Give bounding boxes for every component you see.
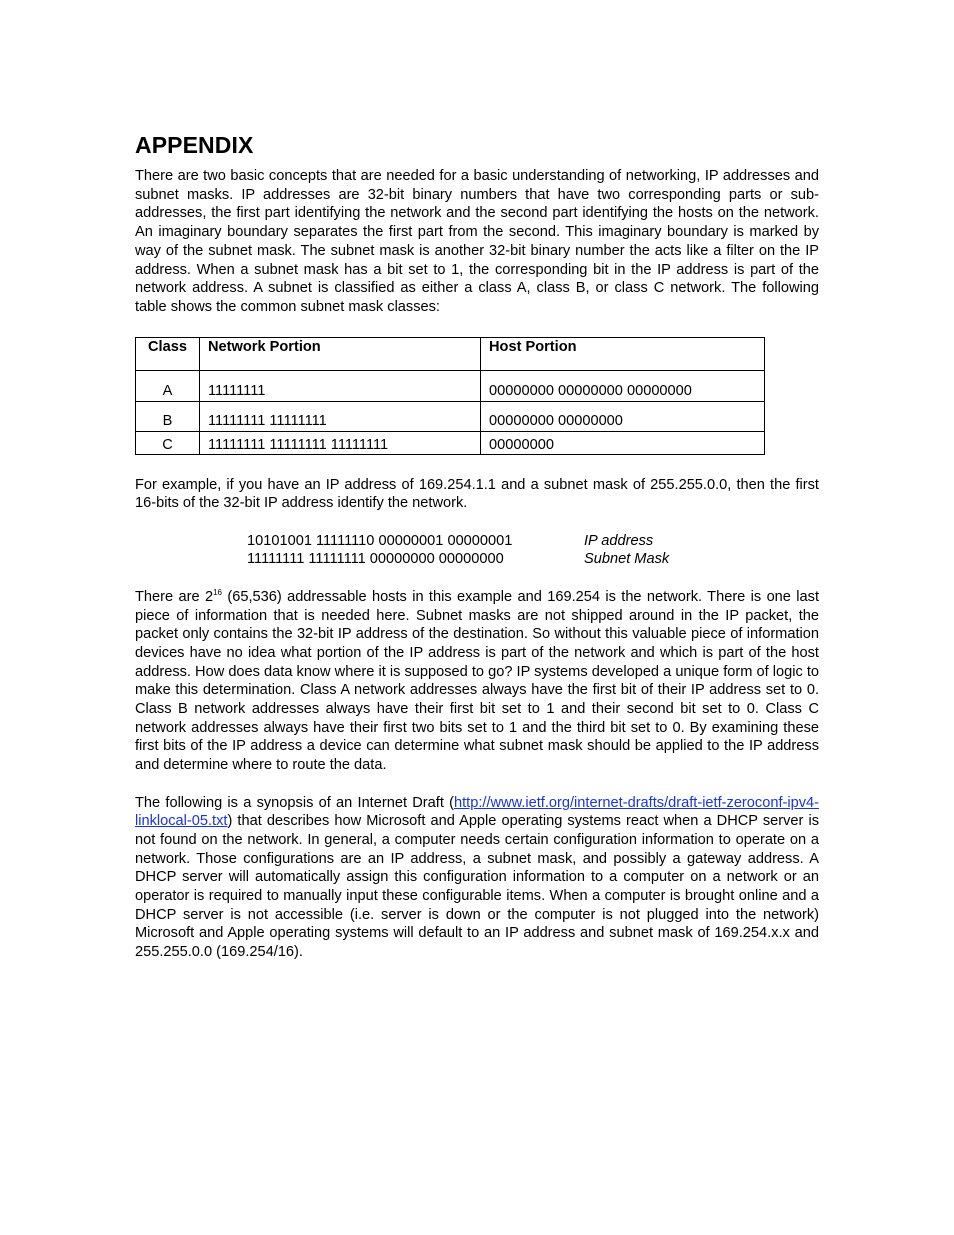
ip-address-bits: 10101001 11111110 00000001 00000001 [247,533,513,550]
page-title: APPENDIX [135,132,254,158]
ip-address-label: IP address [584,533,654,550]
cell-host-portion: 00000000 00000000 [481,401,765,431]
draft-intro: The following is a synopsis of an Internet Draft ( [135,794,454,811]
header-network-portion: Network Portion [200,337,481,370]
subnet-mask-label: Subnet Mask [584,551,670,568]
header-class: Class [136,337,200,370]
subnet-class-table [135,337,765,455]
hosts-rest: (65,536) addressable hosts in this example and 169.254 is the network. There is one last piece of information that is needed here. Subnet masks are not shipped around in the IP packet, the packet only contains the 32-bit IP address of the destination. So without this valuable piece of information devices have no idea what portion of the IP address is part of the network and which is part of the host address. How does data know where it is supposed to go? IP systems developed a unique form of logic to make this determination. Class A network addresses always have the first bit of their IP address set to 0. Class B network addresses always have their first bit set to 1 and their second bit set to 0. Class C network addresses always have their first two bits set to 1 and the third bit set to 0. By examining these first bits of the IP address a device can determine what subnet mask should be applied to the IP address and determine where to route the data. [135,588,819,774]
draft-description: ) that describes how Microsoft and Apple operating systems react when a DHCP server is not found on the network. In general, a computer needs certain configuration information to operate on a network. Those configurations are an IP address, a subnet mask, and possibly a gateway address. A DHCP server will automatically assign this configuration information to a computer on a network or an operator is required to manually input these configurable items. When a computer is brought online and a DHCP server is not accessible (i.e. server is down or the computer is not plugged into the network) Microsoft and Apple operating systems will default to an IP address and subnet mask of 169.254.x.x and 255.255.0.0 (169.254/16). [135,813,819,961]
exponent: 16 [213,587,222,597]
intro-paragraph: There are two basic concepts that are needed for a basic understanding of networking, IP addresses and subnet masks. IP addresses are 32-bit binary numbers that have two corresponding parts or sub-addresses, the first part identifying the network and the second part identifying the hosts on the network. An imaginary boundary separates the first part from the second. This imaginary boundary is marked by way of the subnet mask. The subnet mask is another 32-bit binary number the acts like a filter on the IP address. When a subnet mask has a bit set to 1, the corresponding bit in the IP address is part of the network address. A subnet is classified as either a class A, class B, or class C network. The following table shows the common subnet mask classes: [135,168,819,315]
cell-host-portion: 00000000 [481,431,765,454]
table-header-row [136,337,765,370]
binary-example [247,532,819,569]
table-row [136,401,765,431]
binary-row-mask [247,550,819,568]
subnet-mask-bits: 11111111 11111111 00000000 00000000 [247,551,504,568]
cell-network-portion: 11111111 [200,370,481,401]
binary-row-ip [247,532,819,550]
hosts-prefix: There are 2 [135,588,214,605]
addressing-paragraph [135,588,819,775]
cell-class: B [136,401,200,431]
cell-class: C [136,431,200,454]
header-host-portion: Host Portion [481,337,765,370]
cell-host-portion: 00000000 00000000 00000000 [481,370,765,401]
example-paragraph: For example, if you have an IP address of 169.254.1.1 and a subnet mask of 255.255.0.0, then the first 16-bits of the 32-bit IP address identify the network. [135,476,819,512]
internet-draft-link[interactable]: http://www.ietf.org/internet-drafts/draft-ietf-zeroconf-ipv4-linklocal-05.txt [135,794,819,830]
table-row [136,370,765,401]
cell-class: A [136,370,200,401]
dhcp-paragraph [135,794,819,962]
cell-network-portion: 11111111 11111111 [200,401,481,431]
cell-network-portion: 11111111 11111111 11111111 [200,431,481,454]
document-page [135,130,819,962]
table-row [136,431,765,454]
